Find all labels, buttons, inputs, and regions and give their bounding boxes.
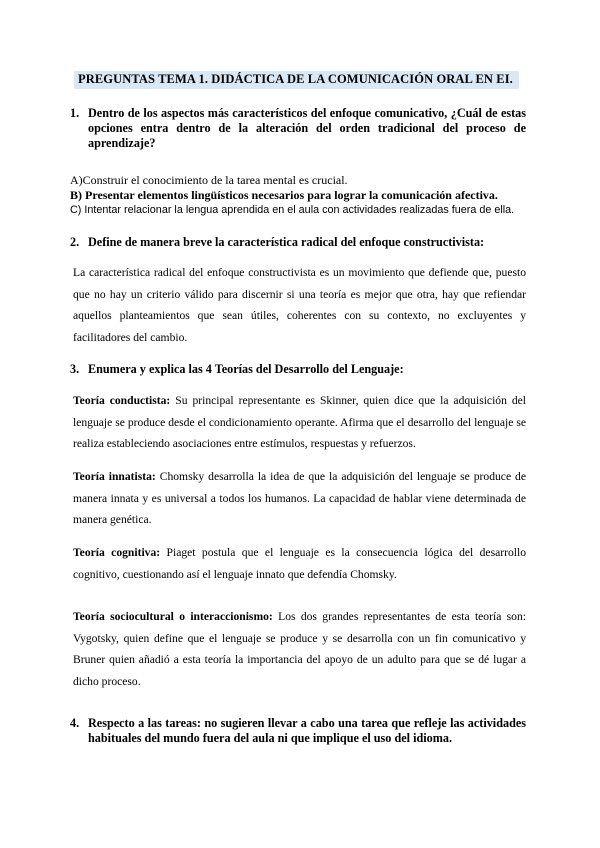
question-text: Dentro de los aspectos más característicos del enfoque comunicativo, ¿Cuál de estas opciones entra dentro de la alteración del orden tradicional del proceso de aprendizaje? <box>88 106 526 150</box>
theory-description: Piaget postula que el lenguaje es la consecuencia lógica del desarrollo cognitivo, cuestionando así el lenguaje innato que defendía Chomsky. <box>73 546 526 581</box>
theory-name: Teoría sociocultural o interaccionismo: <box>73 610 273 623</box>
theory-cognitiva <box>73 542 526 585</box>
page-title: PREGUNTAS TEMA 1. DIDÁCTICA DE LA COMUNICACIÓN ORAL EN EI. <box>74 71 519 89</box>
theory-innatista <box>73 466 526 531</box>
theory-description: Chomsky desarrolla la idea de que la adquisición del lenguaje se produce de manera innata y es universal a todos los humanos. La capacidad de hablar viene determinada de manera genética. <box>73 470 526 526</box>
answer-paragraph: La característica radical del enfoque constructivista es un movimiento que defiende que, puesto que no hay un criterio válido para discernir si una teoría es mejor que otra, hay que refiendar aquellos planteamientos que sean útiles, coherentes con su contexto, no excluyentes y facilitadores del cambio. <box>73 266 526 344</box>
option-c: C) Intentar relacionar la lengua aprendida en el aula con actividades realizadas fuera de ella. <box>70 204 515 216</box>
option-b: B) Presentar elementos lingüísticos necesarios para lograr la comunicación afectiva. <box>70 188 498 202</box>
question-text: Enumera y explica las 4 Teorías del Desarrollo del Lenguaje: <box>88 362 404 376</box>
theory-conductista <box>73 390 526 455</box>
question-number: 4. <box>70 716 80 730</box>
question-2 <box>70 235 526 250</box>
option-a: A)Construir el conocimiento de la tarea mental es crucial. <box>70 173 348 187</box>
question-number: 1. <box>70 106 80 120</box>
theory-name: Teoría innatista: <box>73 470 156 483</box>
theory-name: Teoría conductista: <box>73 394 171 407</box>
question-3 <box>70 362 526 377</box>
theory-name: Teoría cognitiva: <box>73 546 161 559</box>
theory-description: Su principal representante es Skinner, quien dice que la adquisición del lenguaje se produce desde el condicionamiento operante. Afirma que el desarrollo del lenguaje se realiza estableciendo asociaciones entre estímulos, respuestas y refuerzos. <box>73 394 527 450</box>
question-number: 3. <box>70 362 80 376</box>
question-1 <box>70 106 526 151</box>
question-number: 2. <box>70 235 80 249</box>
question-4 <box>70 716 526 746</box>
question-text: Respecto a las tareas: no sugieren llevar a cabo una tarea que refleje las actividades habituales del mundo fuera del aula ni que implique el uso del idioma. <box>88 716 526 745</box>
theory-description: Los dos grandes representantes de esta teoría son: Vygotsky, quien define que el lenguaje se produce y se desarrolla con un fin comunicativo y Bruner quien añadió a esta teoría la importancia del apoyo de un adulto para que se dé lugar a dicho proceso. <box>73 610 526 688</box>
theory-sociocultural <box>73 606 526 692</box>
answer-options <box>70 173 540 218</box>
question-text: Define de manera breve la característica radical del enfoque constructivista: <box>88 235 485 249</box>
